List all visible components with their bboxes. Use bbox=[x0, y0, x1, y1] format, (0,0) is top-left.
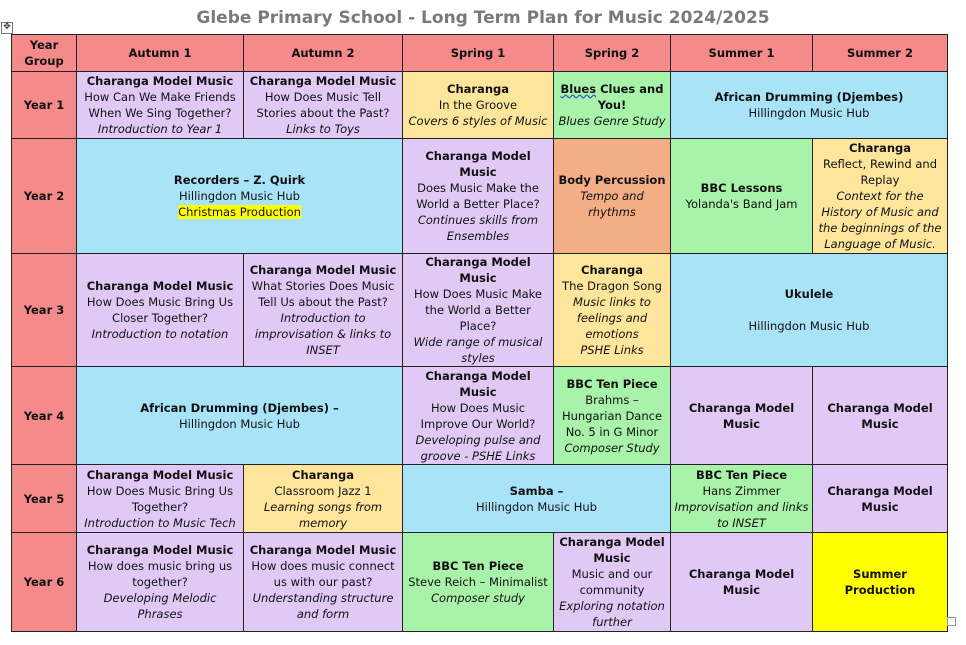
cell-note: Music links to feelings and emotions bbox=[573, 295, 651, 341]
lesson-cell bbox=[671, 72, 948, 139]
table-row-year-3 bbox=[12, 254, 948, 367]
cell-text: How Does Music Tell Stories about the Past? bbox=[256, 90, 390, 120]
cell-text: How does music connect us with our past? bbox=[251, 559, 395, 589]
cell-title: BBC Ten Piece bbox=[566, 376, 658, 391]
term-header-summer-2: Summer 2 bbox=[813, 35, 948, 72]
cell-title: Charanga Model Music bbox=[86, 543, 234, 557]
lesson-cell bbox=[671, 533, 813, 632]
cell-text: How Does Music Make the World a Better Place? bbox=[413, 287, 543, 333]
christmas-production-highlight: Christmas Production bbox=[178, 205, 301, 219]
cell-text: Hillingdon Music Hub bbox=[748, 106, 870, 120]
cell-note: Context for the History of Music and the beginnings of the Language of Music. bbox=[818, 189, 942, 251]
lesson-cell bbox=[671, 367, 813, 465]
lesson-cell bbox=[813, 465, 948, 533]
cell-title: Charanga Model Music bbox=[425, 368, 531, 399]
lesson-cell bbox=[77, 533, 244, 632]
term-header-spring-2: Spring 2 bbox=[554, 35, 671, 72]
lesson-cell bbox=[671, 254, 948, 367]
cell-title: African Drumming (Djembes) bbox=[714, 90, 904, 104]
lesson-cell bbox=[77, 254, 244, 367]
cell-note: Introduction to Year 1 bbox=[97, 122, 223, 136]
cell-title: BBC Ten Piece bbox=[432, 559, 524, 573]
spellcheck-underlined-word: Blues bbox=[560, 82, 597, 96]
cell-note: Introduction to Music Tech bbox=[84, 515, 236, 530]
cell-title: Charanga Model Music bbox=[559, 535, 665, 565]
cell-text: Classroom Jazz 1 bbox=[274, 483, 372, 498]
cell-note: Exploring notation further bbox=[559, 599, 665, 629]
cell-note: Tempo and rhythms bbox=[580, 189, 644, 219]
cell-title: Charanga bbox=[292, 467, 354, 482]
cell-title: Charanga Model Music bbox=[688, 567, 795, 597]
music-plan-table bbox=[11, 34, 948, 632]
term-header-autumn-1: Autumn 1 bbox=[77, 35, 244, 72]
lesson-cell bbox=[554, 72, 671, 139]
lesson-cell bbox=[403, 139, 554, 254]
cell-title: Recorders – Z. Quirk bbox=[173, 173, 306, 187]
lesson-cell bbox=[671, 465, 813, 533]
cell-text: Reflect, Rewind and Replay bbox=[822, 157, 938, 187]
cell-text: In the Groove bbox=[438, 98, 518, 112]
lesson-cell bbox=[403, 72, 554, 139]
table-row-year-5 bbox=[12, 465, 948, 533]
cell-text: Brahms – Hungarian Dance No. 5 in G Minor bbox=[561, 392, 663, 439]
table-move-handle-icon[interactable]: ✥ bbox=[1, 22, 13, 34]
cell-note: Covers 6 styles of Music bbox=[408, 114, 548, 128]
document-title: Glebe Primary School - Long Term Plan for Music 2024/2025 bbox=[196, 8, 770, 28]
lesson-cell bbox=[244, 254, 403, 367]
cell-title: African Drumming (Djembes) – bbox=[140, 400, 339, 415]
year-label: Year 6 bbox=[12, 533, 77, 632]
cell-title: BBC Ten Piece bbox=[695, 467, 788, 482]
term-header-autumn-2: Autumn 2 bbox=[244, 35, 403, 72]
cell-text: Hillingdon Music Hub bbox=[179, 189, 300, 203]
cell-note: Developing pulse and groove - PSHE Links bbox=[415, 432, 541, 463]
cell-title: Charanga Model Music bbox=[688, 400, 795, 431]
cell-title: Charanga bbox=[447, 82, 509, 96]
cell-text: The Dragon Song bbox=[562, 279, 662, 293]
cell-text: How Does Music Bring Us Together? bbox=[86, 483, 234, 514]
lesson-cell bbox=[813, 367, 948, 465]
cell-note: Learning songs from memory bbox=[263, 499, 383, 530]
lesson-cell bbox=[77, 72, 244, 139]
cell-note: Introduction to notation bbox=[91, 327, 229, 341]
cell-title: Charanga bbox=[581, 263, 643, 277]
table-row-year-2 bbox=[12, 139, 948, 254]
cell-note-secondary: PSHE Links bbox=[580, 343, 644, 357]
cell-note: Composer Study bbox=[564, 440, 660, 455]
lesson-cell bbox=[813, 533, 948, 632]
cell-title: Charanga Model Music bbox=[86, 74, 234, 88]
year-label: Year 4 bbox=[12, 367, 77, 465]
cell-title: BBC Lessons bbox=[700, 181, 783, 195]
cell-title: Charanga Model Music bbox=[249, 263, 397, 277]
lesson-cell bbox=[554, 367, 671, 465]
lesson-cell bbox=[554, 533, 671, 632]
lesson-cell bbox=[77, 367, 403, 465]
lesson-cell bbox=[671, 139, 813, 254]
cell-text: How Can We Make Friends When We Sing Together? bbox=[84, 90, 236, 120]
year-group-header: Year Group bbox=[12, 35, 77, 72]
cell-note: Composer study bbox=[431, 591, 525, 605]
cell-title: Charanga Model Music bbox=[86, 467, 234, 482]
table-row-year-6 bbox=[12, 533, 948, 632]
lesson-cell bbox=[244, 72, 403, 139]
lesson-cell bbox=[554, 139, 671, 254]
cell-text: Steve Reich – Minimalist bbox=[408, 575, 548, 589]
lesson-cell bbox=[403, 254, 554, 367]
lesson-cell bbox=[813, 139, 948, 254]
cell-text: How Does Music Bring Us Closer Together? bbox=[86, 295, 234, 325]
cell-title: Charanga Model Music bbox=[425, 149, 531, 179]
year-label: Year 2 bbox=[12, 139, 77, 254]
cell-note: Introduction to improvisation & links to INSET bbox=[254, 311, 392, 357]
cell-title: Charanga Model Music bbox=[249, 74, 397, 88]
table-resize-handle[interactable] bbox=[947, 617, 956, 626]
cell-title: Charanga Model Music bbox=[249, 543, 397, 557]
cell-note: Developing Melodic Phrases bbox=[103, 591, 217, 621]
lesson-cell bbox=[403, 465, 671, 533]
cell-note: Blues Genre Study bbox=[558, 114, 666, 128]
year-label: Year 1 bbox=[12, 72, 77, 139]
cell-text: Music and our community bbox=[571, 567, 653, 597]
cell-title: Ukulele bbox=[784, 287, 834, 301]
cell-title: Blues Clues and You! bbox=[560, 82, 664, 112]
table-row-year-4 bbox=[12, 367, 948, 465]
cell-text: Hillingdon Music Hub bbox=[179, 416, 300, 431]
cell-title: Summer Production bbox=[844, 567, 916, 597]
cell-title: Charanga Model Music bbox=[86, 279, 234, 293]
cell-highlight-line bbox=[80, 204, 399, 220]
cell-note: Links to Toys bbox=[286, 122, 360, 136]
table-row-year-1 bbox=[12, 72, 948, 139]
cell-spacer bbox=[674, 302, 944, 318]
term-header-summer-1: Summer 1 bbox=[671, 35, 813, 72]
cell-title: Charanga bbox=[849, 141, 911, 155]
cell-note: Continues skills from Ensembles bbox=[417, 213, 539, 243]
cell-note: Wide range of musical styles bbox=[413, 335, 543, 365]
cell-text: Yolanda's Band Jam bbox=[685, 197, 798, 211]
cell-text: Hillingdon Music Hub bbox=[748, 319, 870, 333]
lesson-cell bbox=[244, 465, 403, 533]
lesson-cell bbox=[77, 465, 244, 533]
year-label: Year 3 bbox=[12, 254, 77, 367]
cell-title: Samba – bbox=[509, 483, 564, 498]
term-header-spring-1: Spring 1 bbox=[403, 35, 554, 72]
lesson-cell bbox=[554, 254, 671, 367]
cell-title: Charanga Model Music bbox=[425, 255, 531, 285]
lesson-cell bbox=[77, 139, 403, 254]
year-label: Year 5 bbox=[12, 465, 77, 533]
cell-title: Charanga Model Music bbox=[827, 400, 933, 431]
cell-text: How does music bring us together? bbox=[87, 559, 233, 589]
cell-text: What Stories Does Music Tell Us about the Past? bbox=[251, 279, 395, 309]
cell-title: Body Percussion bbox=[558, 173, 666, 187]
lesson-cell bbox=[244, 533, 403, 632]
lesson-cell bbox=[403, 367, 554, 465]
header-row bbox=[12, 35, 948, 72]
cell-text: Does Music Make the World a Better Place? bbox=[416, 181, 540, 211]
cell-note: Understanding structure and form bbox=[252, 591, 394, 621]
cell-note: Improvisation and links to INSET bbox=[674, 499, 809, 530]
cell-text: Hans Zimmer bbox=[702, 483, 781, 498]
cell-text: Hillingdon Music Hub bbox=[476, 499, 597, 514]
cell-title: Charanga Model Music bbox=[827, 483, 933, 514]
cell-text: How Does Music Improve Our World? bbox=[420, 400, 536, 431]
lesson-cell bbox=[403, 533, 554, 632]
